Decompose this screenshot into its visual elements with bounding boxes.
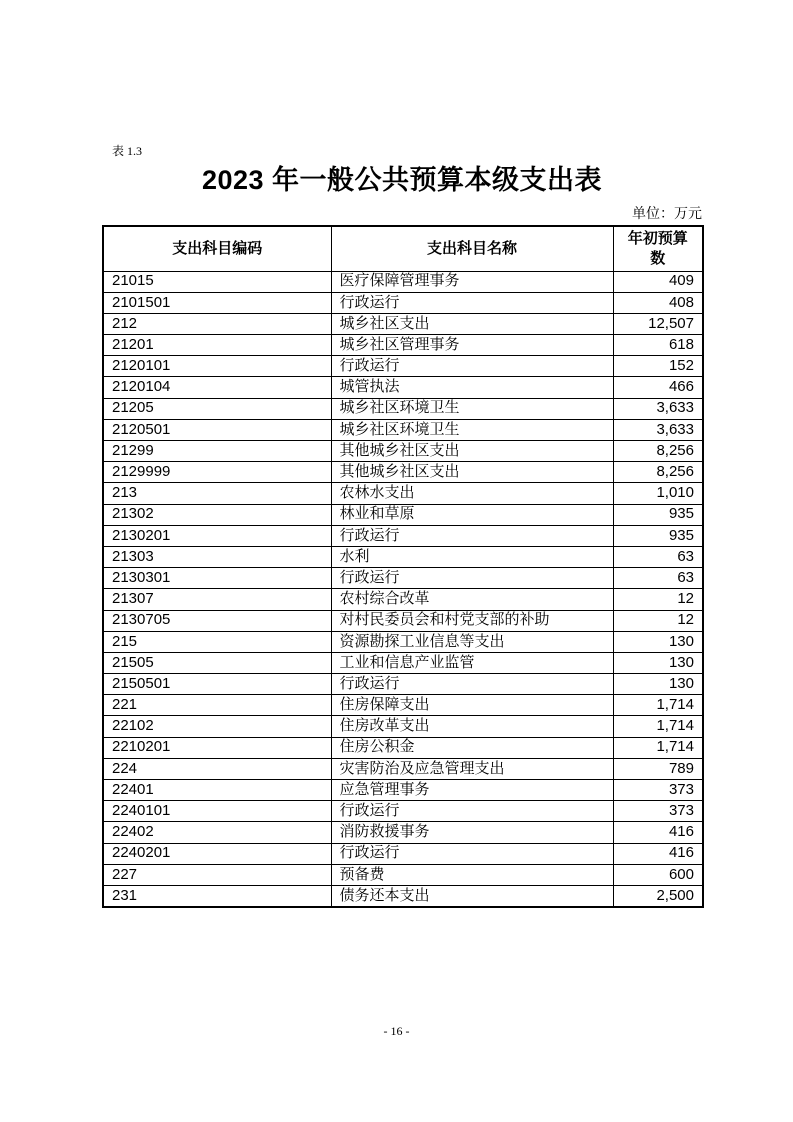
cell-code: 2120501 (103, 419, 331, 440)
cell-budget: 416 (613, 822, 703, 843)
table-row (103, 504, 703, 525)
table-row (103, 822, 703, 843)
table-row (103, 483, 703, 504)
cell-name: 消防救援事务 (331, 822, 613, 843)
cell-budget: 8,256 (613, 462, 703, 483)
cell-name: 城乡社区支出 (331, 313, 613, 334)
cell-budget: 12 (613, 589, 703, 610)
table-row (103, 610, 703, 631)
cell-code: 21303 (103, 546, 331, 567)
cell-budget: 1,010 (613, 483, 703, 504)
cell-budget: 789 (613, 758, 703, 779)
table-row (103, 885, 703, 906)
cell-name: 其他城乡社区支出 (331, 462, 613, 483)
cell-code: 231 (103, 885, 331, 906)
cell-code: 2130705 (103, 610, 331, 631)
cell-name: 城管执法 (331, 377, 613, 398)
table-row (103, 737, 703, 758)
cell-budget: 935 (613, 504, 703, 525)
cell-code: 22102 (103, 716, 331, 737)
table-row (103, 398, 703, 419)
cell-budget: 408 (613, 292, 703, 313)
cell-budget: 12 (613, 610, 703, 631)
cell-budget: 935 (613, 525, 703, 546)
table-row (103, 568, 703, 589)
table-label: 表 1.3 (112, 144, 143, 158)
cell-name: 城乡社区环境卫生 (331, 419, 613, 440)
cell-budget: 416 (613, 843, 703, 864)
cell-code: 213 (103, 483, 331, 504)
cell-code: 22402 (103, 822, 331, 843)
cell-code: 21299 (103, 441, 331, 462)
cell-code: 2210201 (103, 737, 331, 758)
cell-budget: 409 (613, 271, 703, 292)
cell-name: 林业和草原 (331, 504, 613, 525)
table-row (103, 864, 703, 885)
table-row (103, 462, 703, 483)
cell-code: 21015 (103, 271, 331, 292)
column-header-name: 支出科目名称 (331, 226, 613, 271)
cell-code: 21505 (103, 652, 331, 673)
cell-budget: 8,256 (613, 441, 703, 462)
cell-name: 资源勘探工业信息等支出 (331, 631, 613, 652)
cell-code: 2130301 (103, 568, 331, 589)
cell-budget: 152 (613, 356, 703, 377)
cell-name: 住房公积金 (331, 737, 613, 758)
cell-code: 227 (103, 864, 331, 885)
cell-name: 其他城乡社区支出 (331, 441, 613, 462)
table-body (103, 271, 703, 907)
cell-code: 2240101 (103, 801, 331, 822)
cell-code: 21201 (103, 335, 331, 356)
table-row (103, 695, 703, 716)
table-row (103, 313, 703, 334)
cell-name: 城乡社区管理事务 (331, 335, 613, 356)
cell-name: 水利 (331, 546, 613, 567)
cell-code: 2129999 (103, 462, 331, 483)
cell-budget: 2,500 (613, 885, 703, 906)
cell-name: 行政运行 (331, 674, 613, 695)
table-row (103, 441, 703, 462)
cell-code: 2120104 (103, 377, 331, 398)
cell-name: 行政运行 (331, 356, 613, 377)
column-header-code: 支出科目编码 (103, 226, 331, 271)
cell-code: 2150501 (103, 674, 331, 695)
unit-note: 单位：万元 (632, 207, 702, 222)
cell-budget: 130 (613, 652, 703, 673)
cell-name: 预备费 (331, 864, 613, 885)
cell-code: 2130201 (103, 525, 331, 546)
table-row (103, 525, 703, 546)
table-row (103, 716, 703, 737)
cell-budget: 130 (613, 631, 703, 652)
cell-budget: 600 (613, 864, 703, 885)
cell-budget: 3,633 (613, 398, 703, 419)
cell-code: 215 (103, 631, 331, 652)
table-row (103, 335, 703, 356)
cell-name: 城乡社区环境卫生 (331, 398, 613, 419)
cell-name: 住房保障支出 (331, 695, 613, 716)
cell-code: 2101501 (103, 292, 331, 313)
table-row (103, 801, 703, 822)
cell-code: 221 (103, 695, 331, 716)
cell-code: 212 (103, 313, 331, 334)
cell-name: 行政运行 (331, 843, 613, 864)
cell-budget: 373 (613, 780, 703, 801)
cell-budget: 618 (613, 335, 703, 356)
cell-name: 灾害防治及应急管理支出 (331, 758, 613, 779)
cell-budget: 12,507 (613, 313, 703, 334)
cell-name: 对村民委员会和村党支部的补助 (331, 610, 613, 631)
cell-code: 21307 (103, 589, 331, 610)
table-row (103, 631, 703, 652)
cell-budget: 466 (613, 377, 703, 398)
cell-budget: 63 (613, 568, 703, 589)
cell-name: 行政运行 (331, 292, 613, 313)
table-row (103, 419, 703, 440)
cell-budget: 1,714 (613, 695, 703, 716)
cell-budget: 130 (613, 674, 703, 695)
cell-code: 2120101 (103, 356, 331, 377)
cell-code: 21302 (103, 504, 331, 525)
table-row (103, 292, 703, 313)
page-title: 2023 年一般公共预算本级支出表 (201, 165, 603, 195)
table-header-row (103, 226, 703, 271)
cell-name: 行政运行 (331, 525, 613, 546)
cell-code: 224 (103, 758, 331, 779)
cell-name: 行政运行 (331, 801, 613, 822)
table-row (103, 377, 703, 398)
cell-budget: 1,714 (613, 716, 703, 737)
column-header-budget: 年初预算数 (613, 226, 703, 271)
table-row (103, 674, 703, 695)
cell-name: 农村综合改革 (331, 589, 613, 610)
cell-budget: 63 (613, 546, 703, 567)
table-row (103, 843, 703, 864)
budget-table (102, 225, 704, 908)
cell-budget: 3,633 (613, 419, 703, 440)
cell-name: 债务还本支出 (331, 885, 613, 906)
cell-name: 行政运行 (331, 568, 613, 589)
table-row (103, 271, 703, 292)
table-row (103, 758, 703, 779)
cell-code: 22401 (103, 780, 331, 801)
cell-budget: 1,714 (613, 737, 703, 758)
cell-code: 21205 (103, 398, 331, 419)
cell-name: 应急管理事务 (331, 780, 613, 801)
table-row (103, 652, 703, 673)
cell-name: 住房改革支出 (331, 716, 613, 737)
table-row (103, 589, 703, 610)
cell-code: 2240201 (103, 843, 331, 864)
cell-budget: 373 (613, 801, 703, 822)
page-number: - 16 - (383, 1024, 410, 1038)
cell-name: 医疗保障管理事务 (331, 271, 613, 292)
table-row (103, 356, 703, 377)
table-row (103, 780, 703, 801)
table-row (103, 546, 703, 567)
cell-name: 农林水支出 (331, 483, 613, 504)
cell-name: 工业和信息产业监管 (331, 652, 613, 673)
